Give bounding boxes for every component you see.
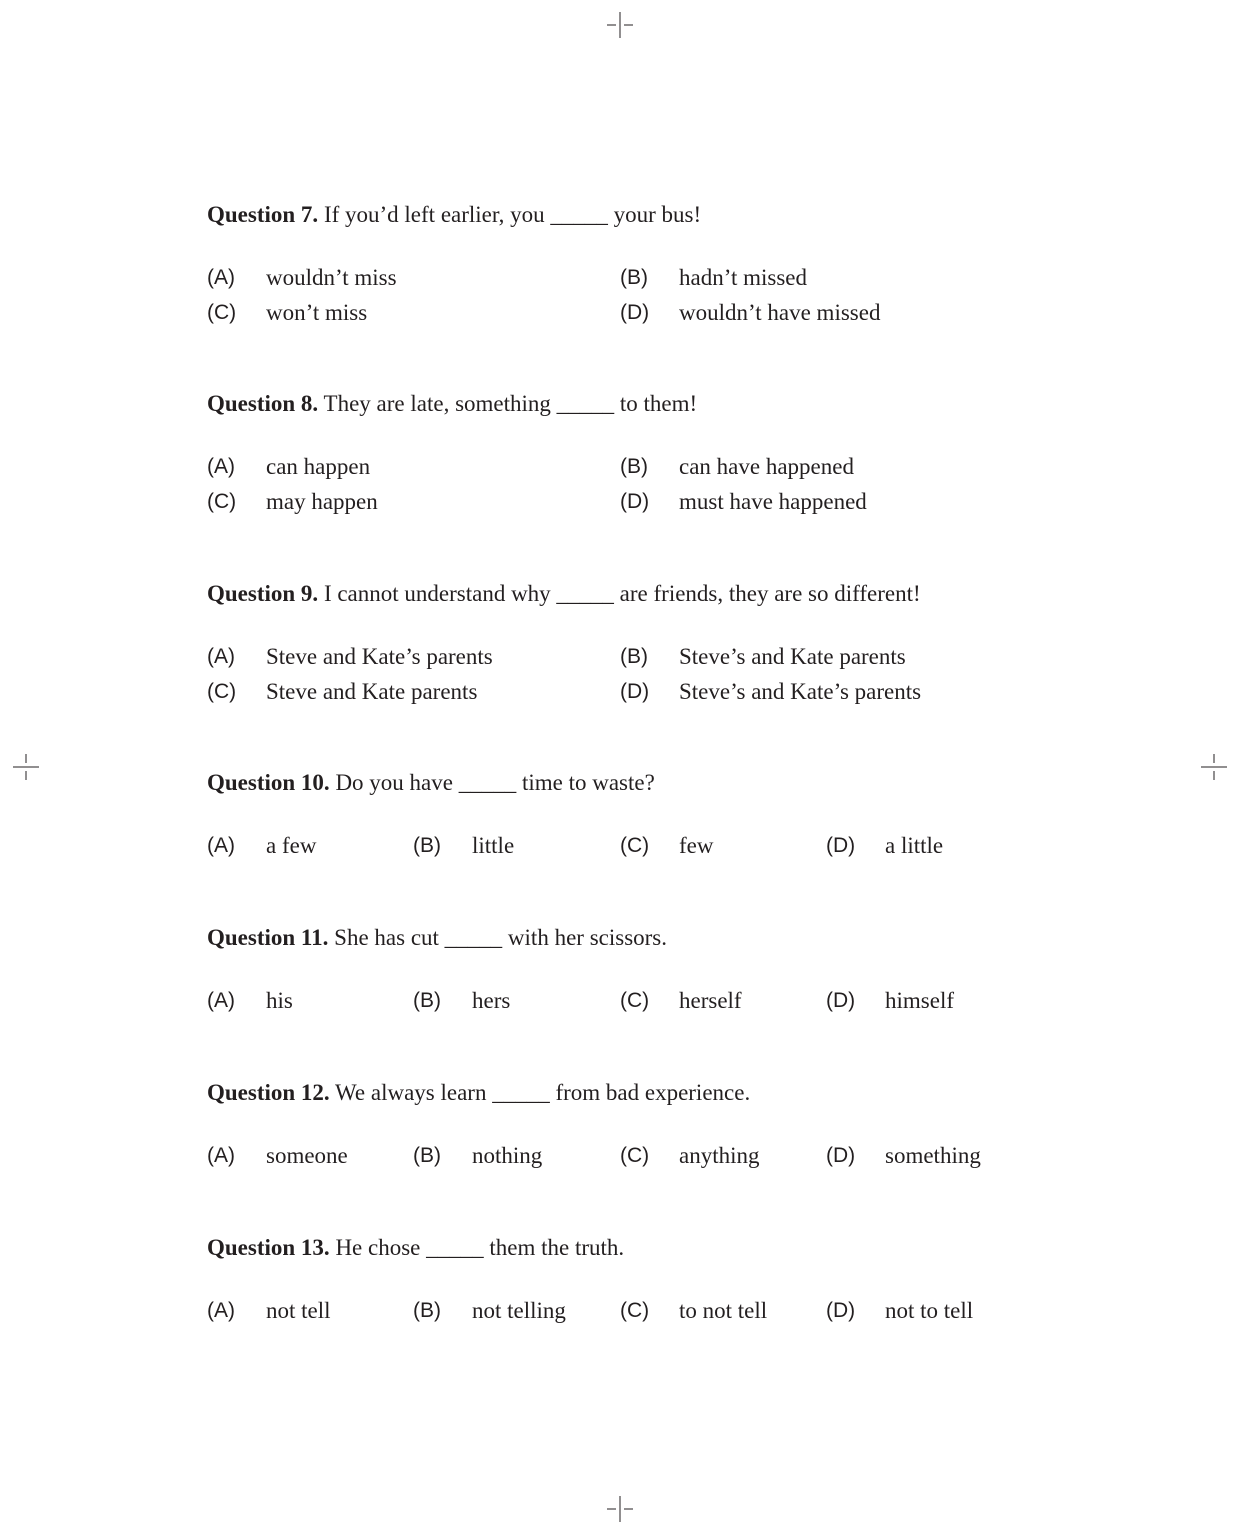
option-text: Steve’s and Kate’s parents (679, 678, 922, 704)
question-text: If you’d left earlier, you _____ your bus! (323, 202, 702, 227)
option-text: herself (679, 988, 742, 1013)
option-text: a few (266, 833, 317, 858)
question-stem (207, 924, 1027, 952)
option-text: can have happened (679, 454, 854, 479)
answer-options (207, 987, 1027, 1022)
question-stem (207, 1234, 1027, 1262)
option-letter: (D) (826, 1299, 856, 1322)
option-letter: (A) (207, 645, 235, 668)
crop-mark-right (1201, 754, 1227, 780)
option-letter: (C) (207, 489, 237, 513)
option-letter: (D) (826, 989, 856, 1012)
question-number: Question 10. (207, 770, 330, 795)
question-8 (207, 390, 1027, 522)
option-text: someone (266, 1143, 348, 1168)
question-number: Question 11. (207, 925, 329, 950)
option-letter: (A) (207, 266, 235, 289)
option-text: won’t miss (266, 299, 368, 325)
option-text: hadn’t missed (679, 265, 807, 290)
option-text: must have happened (679, 488, 867, 514)
option-letter: (C) (620, 1144, 650, 1167)
option-text: Steve and Kate’s parents (266, 644, 493, 669)
option-text: not telling (472, 1298, 566, 1323)
option-letter: (B) (620, 266, 648, 289)
option-letter: (A) (207, 834, 235, 857)
option-text: anything (679, 1143, 760, 1168)
question-text: We always learn _____ from bad experience. (335, 1080, 751, 1105)
option-text: hers (472, 988, 511, 1013)
question-stem (207, 201, 1027, 229)
option-letter: (D) (620, 300, 650, 324)
option-text: not to tell (885, 1298, 974, 1323)
option-letter: (B) (620, 645, 648, 668)
answer-options (207, 832, 1027, 867)
question-13 (207, 1234, 1027, 1332)
option-text: Steve’s and Kate parents (679, 644, 906, 669)
option-letter: (C) (620, 1299, 650, 1322)
option-text: may happen (266, 488, 378, 514)
option-text: his (266, 988, 293, 1013)
question-text: I cannot understand why _____ are friends, they are so different! (323, 581, 921, 606)
option-text: not tell (266, 1298, 331, 1323)
question-stem (207, 390, 1027, 418)
question-10 (207, 769, 1027, 867)
question-number: Question 8. (207, 391, 319, 416)
option-letter: (C) (207, 679, 237, 703)
option-text: himself (885, 988, 954, 1013)
answer-options (207, 264, 1027, 333)
option-letter: (A) (207, 1299, 235, 1322)
question-11 (207, 924, 1027, 1022)
question-stem (207, 769, 1027, 797)
option-letter: (C) (620, 834, 650, 857)
option-letter: (A) (207, 455, 235, 478)
option-letter: (B) (413, 1144, 441, 1167)
option-letter: (B) (413, 834, 441, 857)
question-text: He chose _____ them the truth. (335, 1235, 625, 1260)
option-letter: (C) (207, 300, 237, 324)
option-letter: (D) (620, 489, 650, 513)
question-text: She has cut _____ with her scissors. (334, 925, 667, 950)
option-text: a little (885, 833, 944, 858)
option-letter: (B) (620, 455, 648, 478)
question-12 (207, 1079, 1027, 1177)
option-letter: (C) (620, 989, 650, 1012)
crop-mark-bottom (607, 1496, 633, 1522)
option-text: to not tell (679, 1298, 768, 1323)
option-letter: (A) (207, 989, 235, 1012)
question-stem (207, 580, 1027, 608)
question-number: Question 7. (207, 202, 319, 227)
question-number: Question 13. (207, 1235, 330, 1260)
option-letter: (B) (413, 1299, 441, 1322)
question-number: Question 9. (207, 581, 319, 606)
option-text: nothing (472, 1143, 543, 1168)
option-letter: (D) (826, 834, 856, 857)
question-stem (207, 1079, 1027, 1107)
option-letter: (A) (207, 1144, 235, 1167)
option-text: little (472, 833, 515, 858)
option-letter: (D) (826, 1144, 856, 1167)
question-text: Do you have _____ time to waste? (335, 770, 655, 795)
option-text: Steve and Kate parents (266, 678, 478, 704)
option-text: wouldn’t miss (266, 265, 397, 290)
question-7 (207, 201, 1027, 333)
answer-options (207, 453, 1027, 522)
option-text: few (679, 833, 714, 858)
option-letter: (D) (620, 679, 650, 703)
answer-options (207, 643, 1027, 712)
answer-options (207, 1142, 1027, 1177)
crop-mark-left (13, 754, 39, 780)
question-number: Question 12. (207, 1080, 330, 1105)
question-9 (207, 580, 1027, 712)
crop-mark-top (607, 12, 633, 38)
option-text: something (885, 1143, 981, 1168)
option-text: can happen (266, 454, 371, 479)
option-text: wouldn’t have missed (679, 299, 881, 325)
question-text: They are late, something _____ to them! (323, 391, 698, 416)
answer-options (207, 1297, 1027, 1332)
option-letter: (B) (413, 989, 441, 1012)
